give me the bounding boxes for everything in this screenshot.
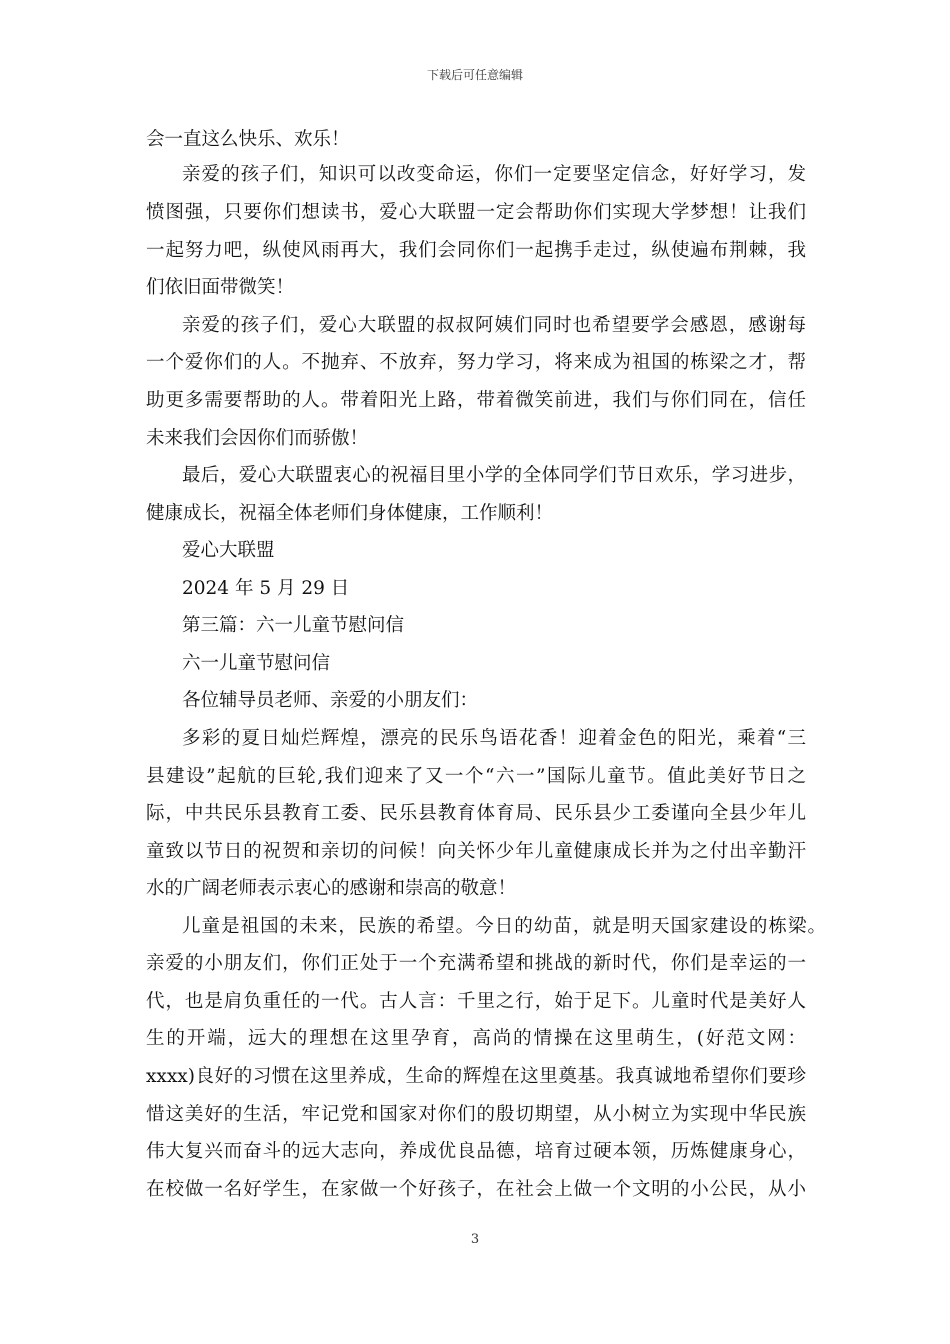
text-line: 县建设”起航的巨轮,我们迎来了又一个“六一”国际儿童节。值此美好节日之 bbox=[146, 766, 806, 787]
page-header: 下载后可任意编辑 bbox=[426, 68, 523, 82]
signature-org: 爱心大联盟 bbox=[182, 540, 275, 561]
paragraph-first-line: 儿童是祖国的未来，民族的希望。今日的幼苗，就是明天国家建设的栋梁。 bbox=[182, 916, 826, 937]
text-line: 助更多需要帮助的人。带着阳光上路，带着微笑前进，我们与你们同在，信任 bbox=[146, 390, 806, 411]
letter-title: 六一儿童节慰问信 bbox=[182, 653, 331, 674]
text-line: 童致以节日的祝贺和亲切的问候！向关怀少年儿童健康成长并为之付出辛勤汗 bbox=[146, 841, 806, 862]
text-line: 健康成长，祝福全体老师们身体健康，工作顺利！ bbox=[146, 503, 554, 524]
signature-date: 2024 年 5 月 29 日 bbox=[182, 578, 350, 599]
text-line: 伟大复兴而奋斗的远大志向，养成优良品德，培育过硬本领，历炼健康身心， bbox=[146, 1141, 806, 1162]
text-line: 未来我们会因你们而骄傲！ bbox=[146, 428, 369, 449]
paragraph-first-line: 亲爱的孩子们，知识可以改变命运，你们一定要坚定信念，好好学习，发 bbox=[182, 164, 806, 185]
text-line: 会一直这么快乐、欢乐！ bbox=[146, 129, 350, 150]
salutation: 各位辅导员老师、亲爱的小朋友们： bbox=[182, 690, 479, 711]
section-heading: 第三篇：六一儿童节慰问信 bbox=[182, 615, 405, 636]
text-line: 一起努力吧，纵使风雨再大，我们会同你们一起携手走过，纵使遍布荆棘，我 bbox=[146, 240, 806, 261]
text-line: 愤图强，只要你们想读书，爱心大联盟一定会帮助你们实现大学梦想！让我们 bbox=[146, 202, 806, 223]
text-line: 水的广阔老师表示衷心的感谢和崇高的敬意！ bbox=[146, 878, 517, 899]
paragraph-first-line: 多彩的夏日灿烂辉煌，漂亮的民乐鸟语花香！迎着金色的阳光，乘着“三 bbox=[182, 728, 806, 749]
text-line: 们依旧面带微笑！ bbox=[146, 277, 295, 298]
text-line: 际，中共民乐县教育工委、民乐县教育体育局、民乐县少工委谨向全县少年儿 bbox=[146, 803, 806, 824]
text-line: xxxx)良好的习惯在这里养成，生命的辉煌在这里奠基。我真诚地希望你们要珍 bbox=[146, 1066, 806, 1087]
paragraph-first-line: 亲爱的孩子们，爱心大联盟的叔叔阿姨们同时也希望要学会感恩，感谢每 bbox=[182, 315, 806, 336]
text-line: 惜这美好的生活，牢记党和国家对你们的殷切期望，从小树立为实现中华民族 bbox=[146, 1104, 806, 1125]
paragraph-first-line: 最后，爱心大联盟衷心的祝福目里小学的全体同学们节日欢乐，学习进步， bbox=[182, 465, 806, 486]
text-line: 在校做一名好学生，在家做一个好孩子，在社会上做一个文明的小公民，从小 bbox=[146, 1179, 806, 1200]
text-line: 一个爱你们的人。不抛弃、不放弃，努力学习，将来成为祖国的栋梁之才，帮 bbox=[146, 352, 806, 373]
text-line: 生的开端，远大的理想在这里孕育，高尚的情操在这里萌生，(好范文网： bbox=[146, 1028, 806, 1049]
page-number: 3 bbox=[470, 1232, 480, 1247]
text-line: 亲爱的小朋友们，你们正处于一个充满希望和挑战的新时代，你们是幸运的一 bbox=[146, 953, 806, 974]
text-line: 代，也是肩负重任的一代。古人言：千里之行，始于足下。儿童时代是美好人 bbox=[146, 991, 806, 1012]
